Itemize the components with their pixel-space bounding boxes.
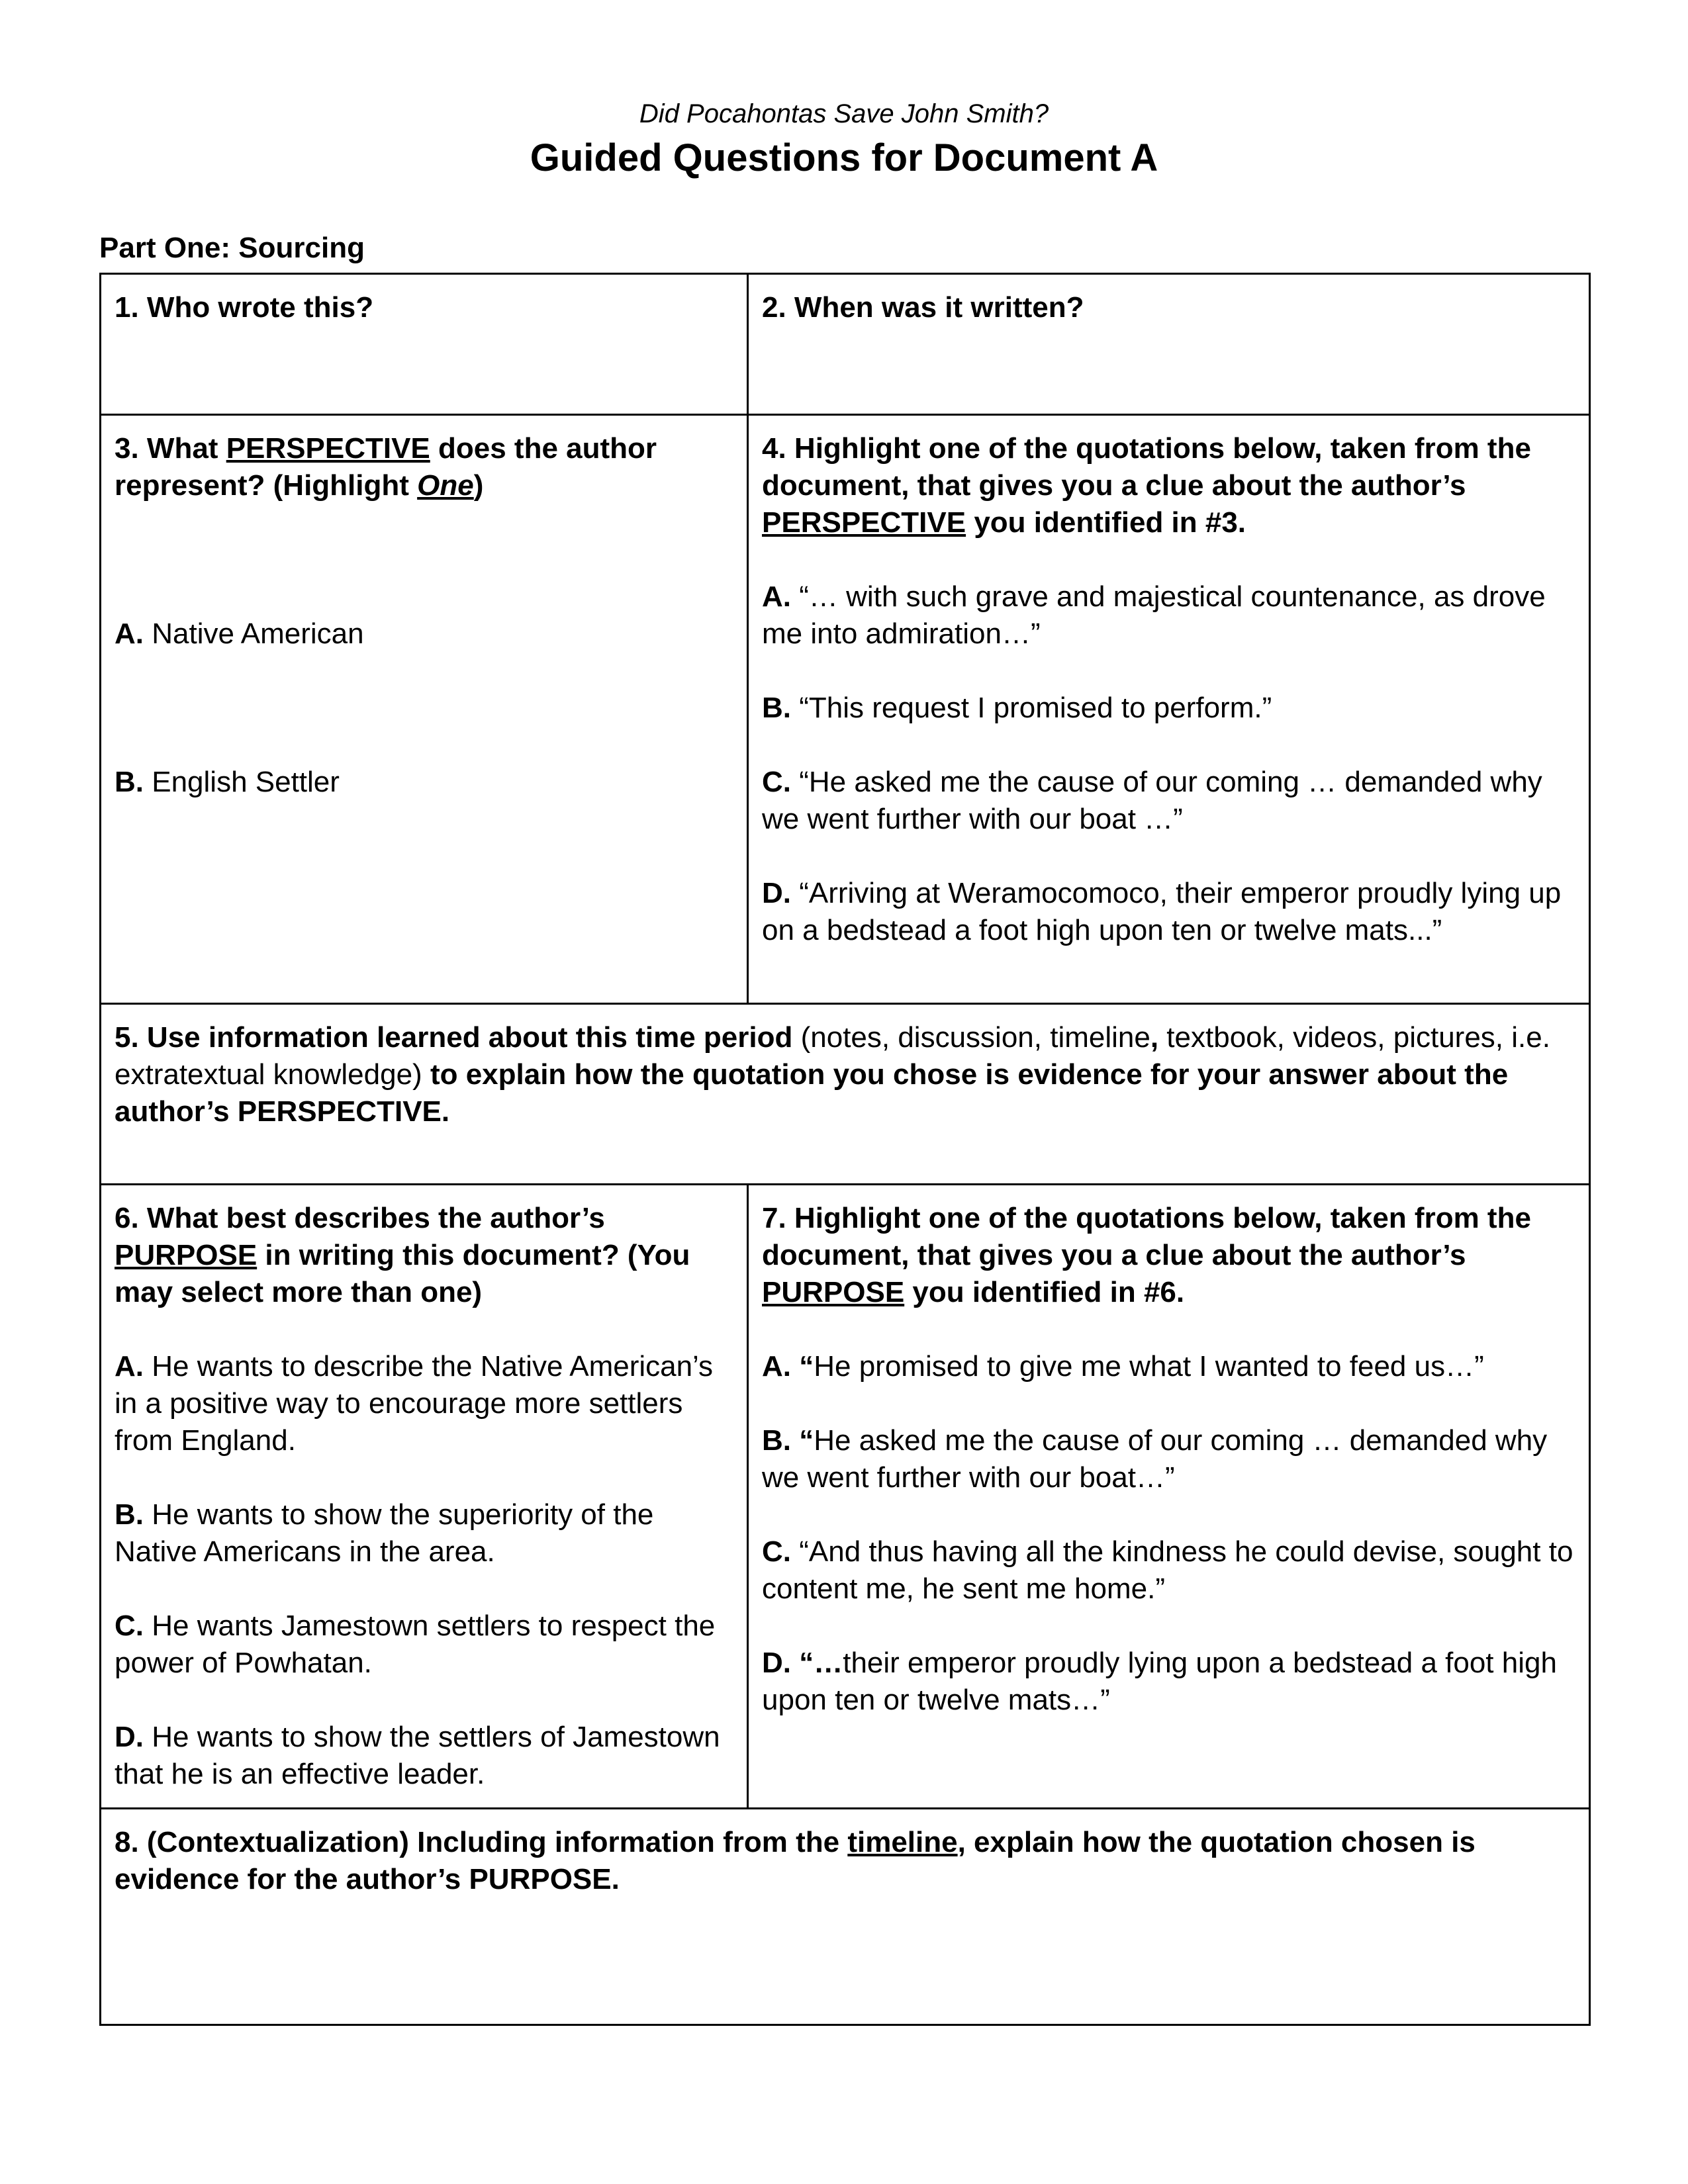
question-3-prompt: 3. What PERSPECTIVE does the author represent? (Highlight One)	[115, 432, 657, 502]
question-2-cell[interactable]	[748, 274, 1590, 415]
row-q3-q4	[101, 415, 1590, 1004]
question-8-cell[interactable]: 8. (Contextualization) Including information from the timeline, explain how the quotation chosen is evidence for the author’s PURPOSE.	[101, 1809, 1590, 2025]
question-1-text: 1. Who wrote this?	[115, 291, 374, 324]
question-7-prompt: 7. Highlight one of the quotations below, taken from the document, that gives you a clue about the author’s PURPOSE you identified in #6.	[762, 1202, 1531, 1308]
question-4-prompt: 4. Highlight one of the quotations below, taken from the document, that gives you a clue about the author’s PERSPECTIVE you identified in #3.	[762, 432, 1531, 539]
purpose-quote-c[interactable]: C. “And thus having all the kindness he could devise, sought to content me, he sent me home.”	[762, 1535, 1573, 1605]
row-q6-q7	[101, 1185, 1590, 1809]
perspective-quote-b[interactable]: B. “This request I promised to perform.”	[762, 692, 1272, 724]
purpose-quote-a[interactable]: A. “He promised to give me what I wanted to feed us…”	[762, 1350, 1484, 1383]
question-5-cell[interactable]: 5. Use information learned about this time period (notes, discussion, timeline, textbook, videos, pictures, i.e. extratextual knowledge) to explain how the quotation you chose is evidence for your answer about the author’s PERSPECTIVE.	[101, 1004, 1590, 1185]
perspective-quote-a[interactable]: A. “… with such grave and majestical countenance, as drove me into admiration…”	[762, 580, 1546, 650]
page-title: Guided Questions for Document A	[530, 136, 1158, 179]
worksheet-table	[99, 273, 1591, 2026]
perspective-quote-c[interactable]: C. “He asked me the cause of our coming … demanded why we went further with our boat …”	[762, 766, 1542, 835]
question-1-cell[interactable]	[101, 274, 748, 415]
question-6-prompt: 6. What best describes the author’s PURPOSE in writing this document? (You may select more than one)	[115, 1202, 690, 1308]
question-7-cell	[748, 1185, 1590, 1809]
purpose-option-c[interactable]: C. He wants Jamestown settlers to respect the power of Powhatan.	[115, 1610, 716, 1679]
row-q1-q2	[101, 274, 1590, 415]
perspective-quote-d[interactable]: D. “Arriving at Weramocomoco, their emperor proudly lying up on a bedstead a foot high upon ten or twelve mats...”	[762, 877, 1562, 946]
perspective-option-a[interactable]: A. Native American	[115, 617, 364, 650]
question-4-cell	[748, 415, 1590, 1004]
document-subtitle: Did Pocahontas Save John Smith?	[639, 99, 1049, 128]
part-one-heading: Part One: Sourcing	[99, 232, 365, 264]
row-q8	[101, 1809, 1590, 2025]
perspective-option-b[interactable]: B. English Settler	[115, 766, 340, 798]
purpose-quote-d[interactable]: D. “…their emperor proudly lying upon a bedstead a foot high upon ten or twelve mats…”	[762, 1647, 1557, 1716]
question-3-cell	[101, 415, 748, 1004]
purpose-option-b[interactable]: B. He wants to show the superiority of the Native Americans in the area.	[115, 1498, 654, 1568]
question-6-cell	[101, 1185, 748, 1809]
row-q5	[101, 1004, 1590, 1185]
purpose-option-d[interactable]: D. He wants to show the settlers of Jamestown that he is an effective leader.	[115, 1721, 720, 1790]
purpose-quote-b[interactable]: B. “He asked me the cause of our coming … demanded why we went further with our boat…”	[762, 1424, 1548, 1494]
question-2-text: 2. When was it written?	[762, 291, 1084, 324]
purpose-option-a[interactable]: A. He wants to describe the Native American’s in a positive way to encourage more settlers from England.	[115, 1350, 714, 1457]
